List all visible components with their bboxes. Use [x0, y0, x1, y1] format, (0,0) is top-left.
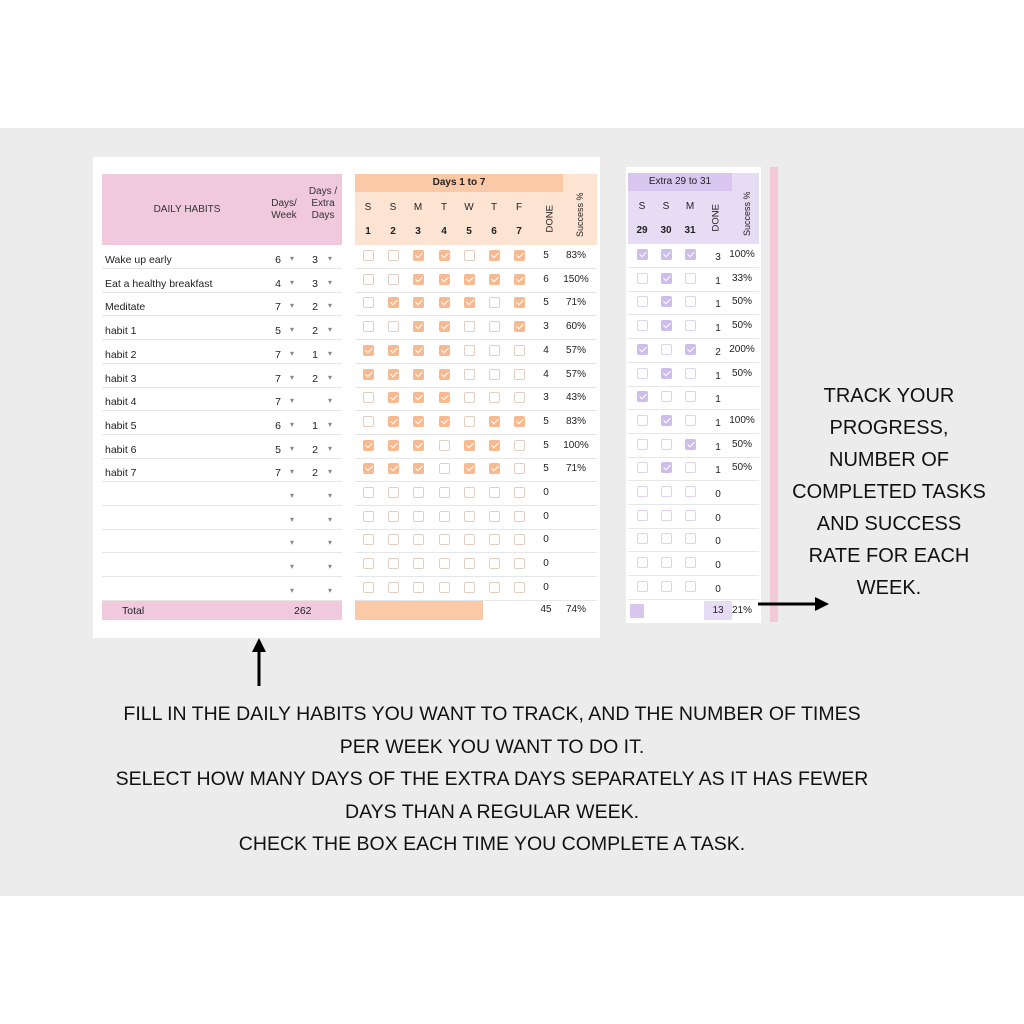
extra-done-count: 1 — [715, 465, 721, 477]
instructions-note-line: PER WEEK YOU WANT TO DO IT. — [339, 735, 645, 758]
extra-days-dropdown-icon[interactable]: ▾ — [328, 396, 333, 406]
day-number: 5 — [466, 226, 472, 237]
days-per-week-dropdown-icon[interactable]: ▾ — [290, 396, 295, 406]
extra-done-count: 1 — [715, 394, 721, 406]
extra-total-pct: 21% — [731, 605, 752, 616]
total-value: 262 — [294, 605, 312, 617]
day-number: 4 — [441, 226, 447, 237]
extra-success-percent: 50% — [731, 367, 752, 379]
day-number: 3 — [415, 226, 421, 237]
extra-days-value[interactable]: 3 — [312, 277, 318, 290]
done-count: 0 — [543, 581, 549, 593]
extra-days-dropdown-icon[interactable]: ▾ — [328, 585, 333, 595]
progress-note — [772, 380, 1006, 604]
extra-days-value[interactable]: 1 — [312, 419, 318, 432]
total-label: Total — [122, 605, 145, 617]
days-per-week-value[interactable]: 7 — [275, 372, 281, 385]
day-number: 2 — [390, 226, 396, 237]
day-letter: S — [389, 202, 397, 213]
progress-note-line: WEEK. — [856, 577, 922, 599]
days-per-week-value[interactable]: 6 — [275, 419, 281, 432]
days-per-week-value[interactable]: 5 — [275, 443, 281, 456]
progress-note-line: TRACK YOUR — [823, 385, 955, 407]
extra-done-count: 1 — [715, 370, 721, 382]
done-count: 5 — [543, 439, 549, 451]
done-count: 0 — [543, 487, 549, 498]
day-letter: W — [464, 202, 474, 213]
progress-note-line: COMPLETED TASKS — [792, 481, 986, 503]
progress-note-line: AND SUCCESS — [816, 513, 962, 535]
instructions-note-line: SELECT HOW MANY DAYS OF THE EXTRA DAYS SEPARATELY AS IT HAS FEWER — [115, 768, 869, 790]
habit-name[interactable]: habit 2 — [105, 348, 137, 361]
extra-days-dropdown-icon[interactable]: ▾ — [328, 514, 333, 524]
extra-total-done: 13 — [712, 605, 724, 616]
extra-done-count: 0 — [715, 489, 721, 500]
days-per-week-value[interactable]: 7 — [275, 301, 281, 314]
days-week-header: Days/ Week — [271, 198, 297, 221]
day-number: 7 — [516, 226, 522, 237]
days-per-week-dropdown-icon[interactable]: ▾ — [290, 514, 295, 524]
extra-day-number: 30 — [660, 225, 672, 236]
done-count: 0 — [543, 534, 549, 546]
extra-title: Extra 29 to 31 — [628, 173, 732, 191]
days-per-week-dropdown-icon[interactable]: ▾ — [290, 585, 295, 595]
extra-days-dropdown-icon[interactable]: ▾ — [328, 348, 333, 358]
instructions-note — [40, 698, 944, 861]
done-count: 5 — [543, 297, 549, 309]
habit-name[interactable]: habit 3 — [105, 372, 137, 385]
extra-done-count: 0 — [715, 512, 721, 524]
extra-done-header: DONE — [710, 204, 722, 232]
extra-days-dropdown-icon[interactable]: ▾ — [328, 538, 333, 548]
success-percent: 83% — [565, 415, 586, 427]
habit-name[interactable]: Meditate — [105, 301, 146, 314]
done-count: 6 — [543, 273, 549, 285]
extra-days-value[interactable]: 1 — [312, 348, 318, 361]
success-percent: 83% — [565, 250, 586, 261]
done-count: 4 — [543, 344, 549, 356]
extra-done-count: 1 — [715, 275, 721, 287]
extra-days-dropdown-icon[interactable]: ▾ — [328, 325, 333, 335]
success-percent: 57% — [565, 368, 586, 380]
habit-name[interactable]: Wake up early — [105, 254, 172, 266]
extra-done-count: 2 — [715, 346, 721, 358]
days-per-week-dropdown-icon[interactable]: ▾ — [290, 348, 295, 358]
extra-success-percent: 100% — [729, 249, 755, 260]
days-per-week-dropdown-icon[interactable]: ▾ — [290, 372, 295, 382]
extra-days-value[interactable]: 2 — [312, 325, 318, 338]
extra-done-count: 1 — [715, 417, 721, 429]
week-title: Days 1 to 7 — [355, 174, 563, 192]
success-percent: 71% — [565, 297, 586, 309]
instructions-note-line: DAYS THAN A REGULAR WEEK. — [344, 800, 640, 823]
habit-name[interactable]: habit 6 — [105, 443, 137, 456]
extra-success-header: Success % — [742, 191, 752, 236]
extra-days-value[interactable]: 2 — [312, 443, 318, 456]
habit-name[interactable]: Eat a healthy breakfast — [105, 277, 213, 290]
extra-days-dropdown-icon[interactable]: ▾ — [328, 491, 333, 500]
days-per-week-value[interactable]: 7 — [275, 396, 281, 409]
extra-day-number: 31 — [684, 225, 696, 236]
extra-days-dropdown-icon[interactable]: ▾ — [328, 372, 333, 382]
extra-success-percent: 200% — [729, 343, 755, 355]
habit-name[interactable]: habit 4 — [105, 396, 137, 409]
done-count: 4 — [543, 368, 549, 380]
done-count: 0 — [543, 510, 549, 522]
extra-days-dropdown-icon[interactable]: ▾ — [328, 562, 333, 572]
done-count: 3 — [543, 392, 549, 404]
success-percent: 43% — [565, 392, 586, 404]
days-extra-header: Days / Extra Days — [308, 186, 338, 221]
extra-success-percent: 50% — [731, 462, 752, 474]
days-per-week-value[interactable]: 4 — [275, 277, 281, 290]
extra-day-number: 29 — [636, 225, 648, 236]
days-per-week-value[interactable]: 6 — [275, 254, 281, 266]
days-per-week-value[interactable]: 5 — [275, 325, 281, 338]
days-per-week-dropdown-icon[interactable]: ▾ — [290, 419, 295, 429]
success-header: Success % — [575, 192, 585, 237]
success-percent: 57% — [565, 344, 586, 356]
success-percent: 100% — [563, 439, 589, 451]
extra-days-dropdown-icon[interactable]: ▾ — [328, 467, 333, 477]
day-letter: T — [490, 202, 498, 213]
done-count: 3 — [543, 321, 549, 333]
habit-name[interactable]: habit 7 — [105, 467, 137, 480]
done-header: DONE — [544, 205, 556, 233]
day-number: 6 — [491, 226, 497, 237]
extra-days-value[interactable]: 2 — [312, 301, 318, 314]
days-per-week-dropdown-icon[interactable]: ▾ — [290, 277, 295, 287]
success-percent: 71% — [565, 463, 586, 475]
days-per-week-dropdown-icon[interactable]: ▾ — [290, 467, 295, 477]
week-total-done: 45 — [540, 604, 552, 615]
extra-done-count: 0 — [715, 536, 721, 548]
days-per-week-dropdown-icon[interactable]: ▾ — [290, 325, 295, 335]
days-per-week-dropdown-icon[interactable]: ▾ — [290, 562, 295, 572]
done-count: 5 — [543, 250, 549, 261]
day-letter: M — [413, 202, 423, 213]
days-per-week-dropdown-icon[interactable]: ▾ — [290, 301, 295, 311]
extra-days-value[interactable]: 3 — [312, 254, 318, 266]
days-per-week-value[interactable]: 7 — [275, 467, 281, 480]
extra-days-value[interactable]: 2 — [312, 372, 318, 385]
extra-day-letter: S — [638, 201, 646, 212]
extra-done-count: 0 — [715, 583, 721, 595]
progress-note-line: RATE FOR EACH — [808, 545, 970, 567]
day-number: 1 — [365, 226, 371, 237]
extra-success-percent: 100% — [729, 414, 755, 426]
extra-success-percent: 50% — [731, 438, 752, 450]
extra-days-dropdown-icon[interactable]: ▾ — [328, 419, 333, 429]
extra-done-count: 1 — [715, 299, 721, 311]
day-letter: S — [364, 202, 372, 213]
extra-success-percent: 50% — [731, 320, 752, 332]
day-letter: T — [440, 202, 448, 213]
days-per-week-dropdown-icon[interactable]: ▾ — [290, 254, 295, 263]
days-per-week-dropdown-icon[interactable]: ▾ — [290, 491, 295, 500]
progress-note-line: NUMBER OF — [829, 449, 949, 471]
extra-days-value[interactable]: 2 — [312, 467, 318, 480]
done-count: 5 — [543, 415, 549, 427]
extra-success-percent: 50% — [731, 296, 752, 308]
daily-habits-header: DAILY HABITS — [153, 204, 221, 215]
extra-day-letter: M — [685, 201, 695, 212]
extra-success-percent: 33% — [731, 272, 752, 284]
done-count: 5 — [543, 463, 549, 475]
days-per-week-dropdown-icon[interactable]: ▾ — [290, 443, 295, 453]
extra-done-count: 1 — [715, 441, 721, 453]
extra-day-letter: S — [662, 201, 670, 212]
up-arrow-icon — [252, 638, 266, 686]
extra-days-dropdown-icon[interactable]: ▾ — [328, 443, 333, 453]
success-percent: 150% — [563, 273, 589, 285]
success-percent: 60% — [565, 321, 586, 333]
done-count: 0 — [543, 558, 549, 570]
days-per-week-value[interactable]: 7 — [275, 348, 281, 361]
day-letter: F — [515, 202, 523, 213]
extra-done-count: 1 — [715, 323, 721, 335]
extra-days-dropdown-icon[interactable]: ▾ — [328, 277, 333, 287]
week-total-pct: 74% — [565, 604, 586, 615]
habit-name[interactable]: habit 1 — [105, 325, 137, 338]
days-per-week-dropdown-icon[interactable]: ▾ — [290, 538, 295, 548]
extra-done-count: 3 — [715, 252, 721, 263]
extra-days-dropdown-icon[interactable]: ▾ — [328, 301, 333, 311]
instructions-note-line: FILL IN THE DAILY HABITS YOU WANT TO TRACK, AND THE NUMBER OF TIMES — [123, 703, 861, 725]
progress-note-line: PROGRESS, — [829, 417, 949, 439]
extra-done-count: 0 — [715, 560, 721, 572]
instructions-note-line: CHECK THE BOX EACH TIME YOU COMPLETE A TASK. — [238, 833, 746, 855]
habit-name[interactable]: habit 5 — [105, 419, 137, 432]
extra-days-dropdown-icon[interactable]: ▾ — [328, 254, 333, 263]
